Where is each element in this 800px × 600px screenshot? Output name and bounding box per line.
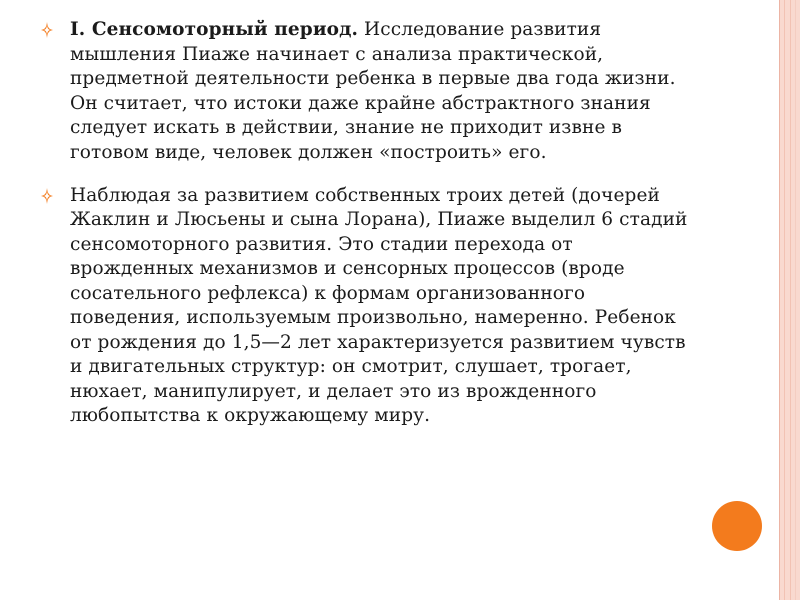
sparkle-bullet-icon	[40, 21, 54, 39]
slide-body	[40, 18, 700, 437]
decorative-border-line	[784, 0, 785, 600]
bullet-item	[40, 18, 700, 165]
decorative-border-line	[790, 0, 791, 600]
bullet-text: Исследование развития мышления Пиаже начинает с анализа практической, предметной деятельности ребенка в первые два года жизни. Он считает, что истоки даже крайне абстрактного знания следует искать в действии, знание не приходит извне в готовом виде, человек должен «построить» его.	[70, 19, 676, 163]
bullet-item	[40, 184, 700, 429]
bullet-lead: I. Сенсомоторный период.	[70, 19, 359, 40]
decorative-border-line	[795, 0, 796, 600]
sparkle-bullet-icon	[40, 187, 54, 205]
decorative-orange-circle	[712, 501, 762, 551]
bullet-text: Наблюдая за развитием собственных троих детей (дочерей Жаклин и Люсьены и сына Лорана), Пиаже выделил 6 стадий сенсомоторного развития. Это стадии перехода от врожденных механизмов и сенсорных процессов (вроде сосательного рефлекса) к формам организованного поведения, используемым произвольно, намеренно. Ребенок от рождения до 1,5—2 лет характеризуется развитием чувств и двигательных структур: он смотрит, слушает, трогает, нюхает, манипулирует, и делает это из врожденного любопытства к окружающему миру.	[70, 184, 688, 426]
decorative-border-line	[779, 0, 780, 600]
